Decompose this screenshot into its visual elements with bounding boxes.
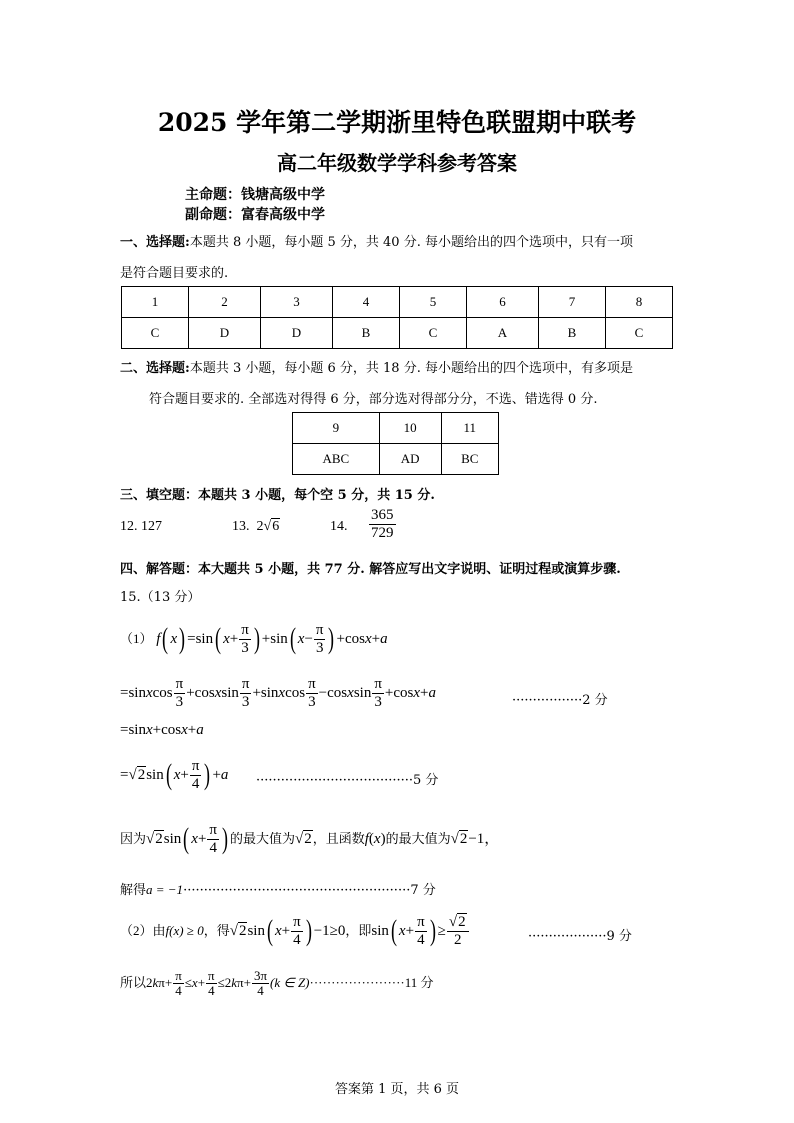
table-cell: B [538, 318, 605, 349]
table-cell: 4 [332, 287, 399, 318]
page-subtitle: 高二年级数学学科参考答案 [277, 151, 517, 175]
q15-label: 15.（13 分） [120, 590, 201, 605]
q15-eq3: =sinx+cosx+a [120, 722, 204, 738]
table-cell: 9 [293, 413, 380, 444]
table-cell: 1 [122, 287, 189, 318]
part1-label: （1） [120, 630, 153, 646]
table-row [293, 413, 499, 444]
section1-desc1: 本题共 8 小题，每小题 5 分，共 40 分. 每小题给出的四个选项中，只有一项 [189, 235, 633, 250]
solve-expr: a = −1 [146, 882, 184, 897]
q15-solve: 解得a = −1·······················································7 分 [120, 882, 436, 898]
table-cell: 6 [466, 287, 538, 318]
part2-get: ，得 [203, 922, 230, 938]
sqrt-symbol: √ [263, 519, 272, 534]
q13 [232, 519, 280, 535]
q15-part2: （2）由f(x) ≥ 0，得√2sin( x+ $\frac{\pi}{4}$ ) −1≥0，即sin( x+ $\frac{\pi}{4}$ ) ≥ $\frac{√2}{2}$ [120, 914, 470, 949]
q15-so: 所以2kπ+ $\frac{\pi}{4}$ ≤x+ $\frac{\pi}{4}$ ≤2kπ+ $\frac{3\pi}{4}$ (k ∈ Z)······················11 分 [120, 968, 434, 999]
q14-answer [368, 507, 397, 542]
section2-line1 [120, 357, 633, 376]
q12 [120, 519, 162, 535]
table-cell: 5 [399, 287, 466, 318]
score-2: 2 分 [582, 693, 608, 708]
table-cell: 11 [441, 413, 498, 444]
and-function-text: ，且函数 [312, 830, 365, 846]
q13-label: 13. [232, 519, 250, 534]
table-cell: B [332, 318, 399, 349]
table-row [122, 318, 673, 349]
k-cond: (k ∈ Z) [270, 975, 310, 991]
score-9: 9 分 [606, 929, 632, 944]
solve-prefix: 解得 [120, 883, 147, 898]
max-text: 的最大值为 [229, 830, 295, 846]
q13-radicand: 6 [272, 519, 280, 534]
q15-eq2: =sinxcos $\frac{\pi}{3}$ +cosxsin $\frac{\pi}{3}$ +sinxcos $\frac{\pi}{3}$ −cosxsin $\frac{\pi}{3}$ +cosx+a [120, 676, 437, 710]
q15-eq4: =√2sin( x+ $\frac{\pi}{4}$ ) +a [120, 758, 229, 792]
max-text-2: 的最大值为 [385, 830, 451, 846]
table-cell: BC [441, 444, 498, 475]
q13-coef: 2 [256, 519, 264, 534]
q14-denominator: 729 [371, 524, 394, 541]
sub-setter: 副命题：富春高级中学 [185, 207, 325, 223]
table-cell: C [122, 318, 189, 349]
q12-label: 12. [120, 519, 138, 534]
page-title: 2025 学年第二学期浙里特色联盟期中联考 [157, 108, 637, 137]
table-row [293, 444, 499, 475]
table-cell: 3 [260, 287, 332, 318]
q12-answer: 127 [141, 519, 162, 534]
table-cell: C [399, 318, 466, 349]
part2-label: （2）由 [120, 922, 166, 938]
section2-answer-table [292, 412, 499, 475]
table-cell: A [466, 318, 538, 349]
table-cell: D [260, 318, 332, 349]
section2-desc1: 本题共 3 小题，每小题 6 分，共 18 分. 每小题给出的四个选项中，有多项是 [189, 361, 633, 376]
section3-heading: 三、填空题：本题共 3 小题，每个空 5 分，共 15 分. [120, 488, 435, 503]
page-footer: 答案第 1 页，共 6 页 [334, 1082, 460, 1097]
section1-answer-table [121, 286, 673, 349]
table-cell: C [605, 318, 672, 349]
q15-because: 因为√2sin( x+ $\frac{\pi}{4}$ ) 的最大值为√2，且函数f(x)的最大值为√2−1， [120, 822, 500, 856]
section2-desc2: 符合题目要求的. 全部选对得得 6 分，部分选对得部分分，不选、错选得 0 分. [149, 392, 598, 407]
section1-line1 [120, 231, 633, 250]
table-cell: 2 [189, 287, 261, 318]
main-setter: 主命题：钱塘高级中学 [185, 187, 325, 203]
table-cell: 10 [379, 413, 441, 444]
score-7: 7 分 [410, 883, 436, 898]
table-cell: 8 [605, 287, 672, 318]
part2-ji: ，即 [345, 922, 372, 938]
table-cell: ABC [293, 444, 380, 475]
section2-heading: 二、选择题: [120, 361, 190, 376]
q14-numerator: 365 [371, 507, 394, 523]
score-line-2: ·················2 分 [512, 693, 608, 708]
table-cell: D [189, 318, 261, 349]
score-line-5: ······································5 分 [256, 773, 439, 788]
so-prefix: 所以 [120, 975, 147, 991]
table-cell: 7 [538, 287, 605, 318]
table-cell: AD [379, 444, 441, 475]
section1-heading: 一、选择题: [120, 235, 190, 250]
score-11: 11 分 [404, 975, 434, 991]
section4-heading: 四、解答题：本大题共 5 小题，共 77 分. 解答应写出文字说明、证明过程或演算步骤. [120, 562, 621, 577]
part2-cond: f(x) ≥ 0 [165, 922, 204, 938]
q14-label: 14. [330, 519, 348, 534]
section1-desc2: 是符合题目要求的. [120, 266, 229, 281]
q15-eq1: （1） f( x) =sin( x+ $\frac{\pi}{3}$ ) +sin( x− $\frac{\pi}{3}$ ) +cosx+a [120, 622, 388, 656]
table-row [122, 287, 673, 318]
score-line-9: ···················9 分 [528, 929, 632, 944]
because-text: 因为 [120, 830, 147, 846]
score-5: 5 分 [413, 773, 439, 788]
